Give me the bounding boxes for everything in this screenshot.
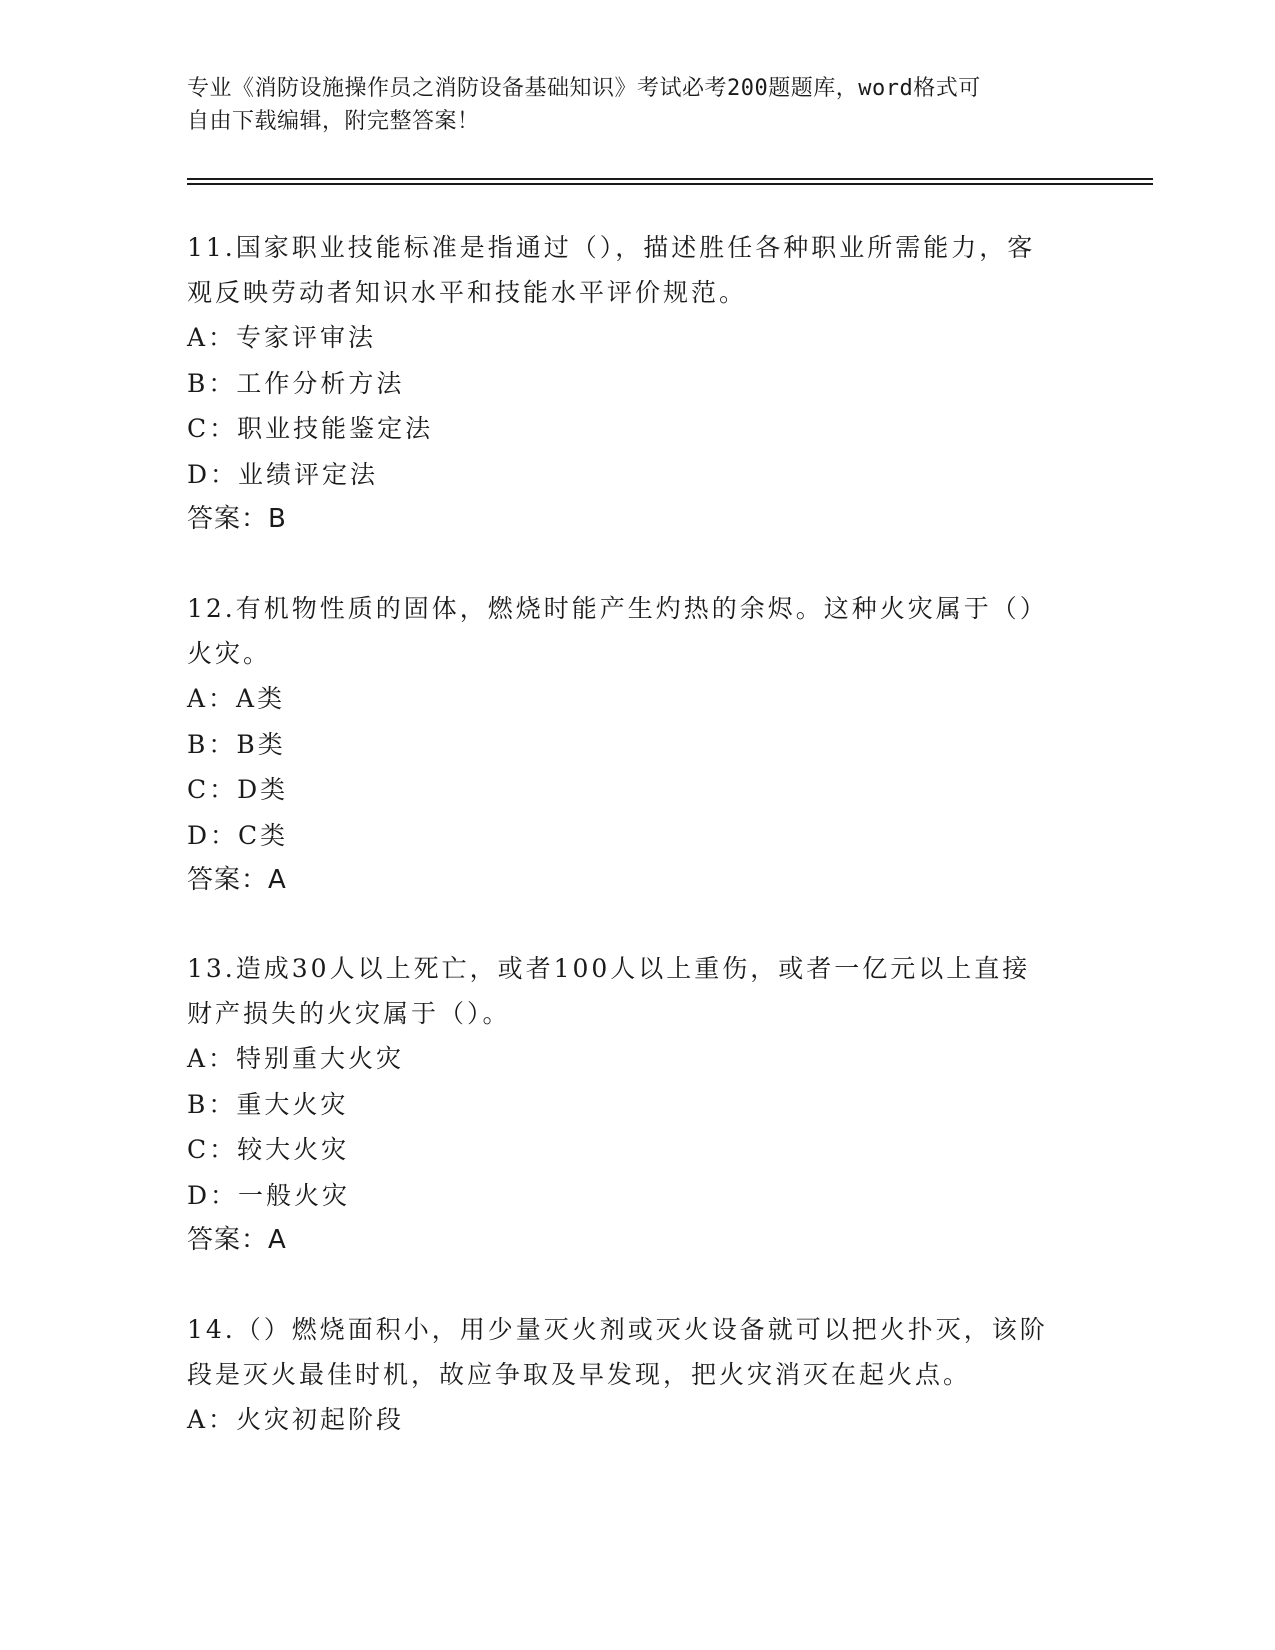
option-a: A：特别重大火灾 [187, 1044, 405, 1073]
question-12 [187, 586, 1087, 903]
question-stem-line-2: 观反映劳动者知识水平和技能水平评价规范。 [187, 278, 748, 307]
option-c: C：D类 [187, 775, 289, 804]
question-stem-line-1: 13.造成30人以上死亡，或者100人以上重伤，或者一亿元以上直接 [187, 954, 1031, 983]
option-c: C：职业技能鉴定法 [187, 414, 434, 443]
question-stem-line-1: 12.有机物性质的固体，燃烧时能产生灼热的余烬。这种火灾属于（） [187, 594, 1048, 623]
question-stem-line-2: 火灾。 [187, 639, 272, 668]
header-line-1: 专业《消防设施操作员之消防设备基础知识》考试必考200题题库，word格式可 [187, 76, 981, 101]
question-11 [187, 225, 1087, 542]
question-14 [187, 1307, 1087, 1443]
question-stem-line-2: 财产损失的火灾属于（）。 [187, 999, 511, 1028]
answer-label: 答案：B [187, 504, 287, 534]
question-stem-line-1: 11.国家职业技能标准是指通过（），描述胜任各种职业所需能力，客 [187, 233, 1036, 262]
option-d: D：业绩评定法 [187, 459, 379, 489]
answer-label: 答案：A [187, 1225, 287, 1255]
option-b: B：工作分析方法 [187, 368, 405, 398]
header-line-2: 自由下载编辑，附完整答案！ [187, 109, 480, 134]
question-13 [187, 946, 1087, 1263]
option-b: B：B类 [187, 729, 286, 759]
answer-label: 答案：A [187, 865, 287, 895]
option-a: A：火灾初起阶段 [187, 1405, 405, 1434]
option-d: D：一般火灾 [187, 1180, 351, 1210]
option-b: B：重大火灾 [187, 1089, 349, 1119]
question-stem-line-1: 14.（）燃烧面积小，用少量灭火剂或灭火设备就可以把火扑灭，该阶 [187, 1315, 1048, 1344]
option-c: C：较大火灾 [187, 1135, 350, 1164]
document-header [187, 72, 1067, 138]
header-divider-top [187, 178, 1153, 180]
header-divider-bottom [187, 183, 1153, 185]
option-a: A：A类 [187, 684, 286, 713]
question-stem-line-2: 段是灭火最佳时机，故应争取及早发现，把火灾消灭在起火点。 [187, 1360, 972, 1389]
option-a: A：专家评审法 [187, 323, 377, 352]
option-d: D：C类 [187, 820, 289, 850]
